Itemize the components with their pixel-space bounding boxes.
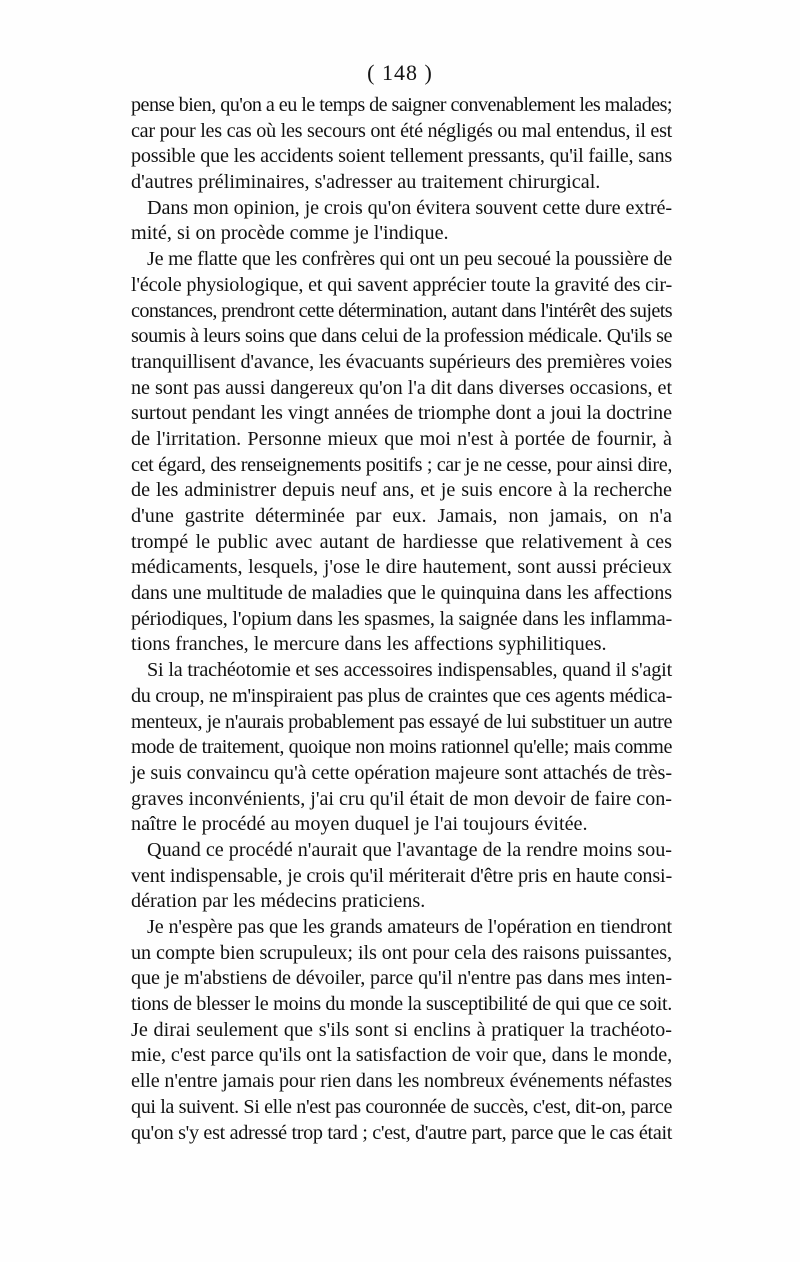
- text-line: d'une gastrite déterminée par eux. Jamais, non jamais, on n'a: [131, 505, 672, 527]
- paragraph: [131, 915, 672, 1146]
- text-line: elle n'entre jamais pour rien dans les nombreux événements néfastes: [131, 1070, 672, 1093]
- text-line: Je dirai seulement que s'ils sont si enclins à pratiquer la trachéoto-: [131, 1018, 672, 1041]
- text-line: un compte bien scrupuleux; ils ont pour cela des raisons puissantes,: [131, 941, 672, 964]
- paragraph: [131, 838, 672, 915]
- paragraph: [131, 247, 672, 658]
- text-line: dération par les médecins praticiens.: [131, 890, 426, 913]
- text-line: trompé le public avec autant de hardiesse que relativement à ces: [131, 530, 672, 553]
- text-line: surtout pendant les vingt années de triomphe dont a joui la doctrine: [131, 402, 673, 425]
- text-line: soumis à leurs soins que dans celui de la profession médicale. Qu'ils se: [131, 325, 673, 348]
- text-line: graves inconvénients, j'ai cru qu'il était de mon devoir de faire con-: [131, 787, 673, 810]
- text-line: mode de traitement, quoique non moins rationnel qu'elle; mais comme: [131, 736, 673, 759]
- text-line: Quand ce procédé n'aurait que l'avantage de la rendre moins sou-: [147, 838, 673, 861]
- text-line: de l'irritation. Personne mieux que moi n'est à portée de fournir, à: [131, 427, 672, 450]
- text-line: cet égard, des renseignements positifs ; car je ne cesse, pour ainsi dire,: [131, 453, 673, 476]
- text-line: Si la trachéotomie et ses accessoires indispensables, quand il s'agit: [147, 659, 672, 682]
- text-line: tions de blesser le moins du monde la susceptibilité de qui que ce soit.: [131, 993, 672, 1016]
- text-line: mité, si on procède comme je l'indique.: [131, 222, 449, 245]
- text-line: Je me flatte que les confrères qui ont un peu secoué la poussière de: [147, 248, 672, 271]
- text-line: qui la suivent. Si elle n'est pas couronnée de succès, c'est, dit-on, parce: [131, 1095, 672, 1118]
- text-line: de les administrer depuis neuf ans, et je suis encore à la recherche: [131, 479, 672, 502]
- paragraph: [131, 93, 672, 196]
- text-line: constances, prendront cette détermination, autant dans l'intérêt des sujets: [131, 299, 672, 322]
- text-line: tranquillisent d'avance, les évacuants supérieurs des premières voies: [131, 350, 672, 373]
- text-line: dans une multitude de maladies que le quinquina dans les affections: [131, 582, 673, 605]
- text-line: vent indispensable, je crois qu'il mériterait d'être pris en haute consi-: [131, 864, 672, 887]
- text-line: car pour les cas où les secours ont été négligés ou mal entendus, il est: [131, 119, 673, 142]
- text-line: d'autres préliminaires, s'adresser au traitement chirurgical.: [131, 171, 601, 194]
- text-line: tions franches, le mercure dans les affections syphilitiques.: [131, 633, 607, 656]
- text-line: mie, c'est parce qu'ils ont la satisfaction de voir que, dans le monde,: [131, 1044, 673, 1067]
- text-line: du croup, ne m'inspiraient pas plus de craintes que ces agents médica-: [131, 684, 672, 707]
- text-line: périodiques, l'opium dans les spasmes, la saignée dans les inflamma-: [131, 607, 672, 630]
- text-line: menteux, je n'aurais probablement pas essayé de lui substituer un autre: [131, 710, 672, 733]
- body-text: [131, 93, 672, 1146]
- text-line: qu'on s'y est adressé trop tard ; c'est, d'autre part, parce que le cas était: [131, 1121, 673, 1144]
- paragraph: [131, 658, 672, 838]
- paragraph: [131, 196, 672, 247]
- text-line: possible que les accidents soient tellement pressants, qu'il faille, sans: [131, 145, 672, 168]
- text-line: ne sont pas aussi dangereux qu'on l'a dit dans diverses occasions, et: [131, 376, 672, 399]
- text-line: Dans mon opinion, je crois qu'on évitera souvent cette dure extré-: [147, 196, 673, 219]
- text-line: naître le procédé au moyen duquel je l'ai toujours évitée.: [131, 813, 588, 836]
- page-number: ( 148 ): [367, 60, 433, 85]
- text-line: pense bien, qu'on a eu le temps de saigner convenablement les malades;: [131, 94, 672, 116]
- text-line: l'école physiologique, et qui savent apprécier toute la gravité des cir-: [131, 273, 673, 296]
- text-line: Je n'espère pas que les grands amateurs de l'opération en tiendront: [147, 916, 672, 938]
- text-line: que je m'abstiens de dévoiler, parce qu'il n'entre pas dans mes inten-: [131, 967, 672, 990]
- text-line: médicaments, lesquels, j'ose le dire hautement, sont aussi précieux: [131, 556, 672, 579]
- text-line: je suis convaincu qu'à cette opération majeure sont attachés de très-: [131, 761, 672, 784]
